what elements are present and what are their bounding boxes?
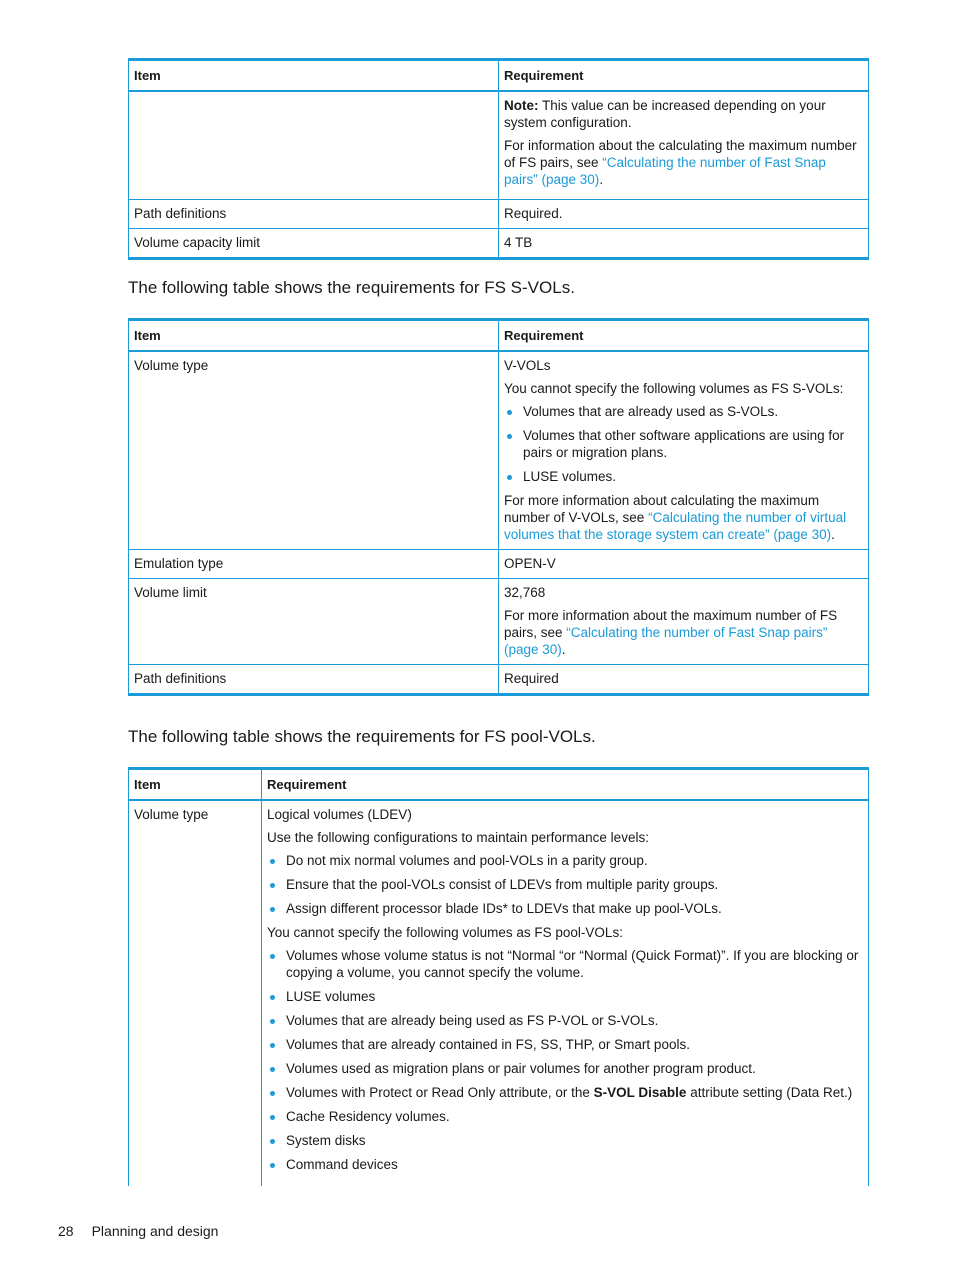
more-info-text: For more information about calculating the maximum number of V-VOLs, see: [504, 493, 820, 525]
requirement-cell: [499, 91, 869, 200]
p-vol-requirements-table-continued: [128, 58, 869, 260]
requirement-cell: OPEN-V: [499, 550, 869, 579]
column-header-item: Item: [129, 320, 499, 352]
virtual-volumes-link[interactable]: “Calculating the number of virtual volumes that the storage system can create” (page 30): [504, 510, 847, 542]
table-header-row: [129, 60, 869, 92]
more-info-paragraph: [504, 492, 863, 543]
more-info-text-end: .: [561, 642, 566, 657]
performance-intro: Use the following configurations to maintain performance levels:: [267, 830, 649, 845]
requirement-cell: Required.: [499, 200, 869, 229]
table-row: [129, 91, 869, 200]
list-item: Cache Residency volumes.: [267, 1108, 863, 1125]
more-info-text-end: .: [831, 527, 835, 542]
column-header-item: Item: [129, 60, 499, 92]
more-info-text: For more information about the maximum number of FS pairs, see: [504, 608, 838, 640]
s-vol-requirements-table: [128, 318, 869, 696]
more-info-paragraph: [504, 607, 863, 658]
item-cell: Emulation type: [129, 550, 499, 579]
item-cell: Volume limit: [129, 579, 499, 665]
requirement-cell: [499, 351, 869, 550]
list-item: Volumes used as migration plans or pair volumes for another program product.: [267, 1060, 863, 1077]
item-cell: Volume capacity limit: [129, 229, 499, 259]
table-row: [129, 200, 869, 229]
item-cell: Path definitions: [129, 665, 499, 695]
item-cell: Volume type: [129, 800, 262, 1186]
list-item: LUSE volumes.: [504, 468, 863, 485]
excluded-volumes-list: [267, 947, 863, 1173]
s-vol-intro-text: The following table shows the requirements for FS S-VOLs.: [128, 278, 575, 297]
table-header-row: [129, 320, 869, 352]
volume-type-value: Logical volumes (LDEV): [267, 807, 412, 822]
pool-vol-intro-text: The following table shows the requirements for FS pool-VOLs.: [128, 727, 596, 746]
protect-text: Volumes with Protect or Read Only attribute, or the: [286, 1085, 594, 1100]
fast-snap-pairs-link[interactable]: “Calculating the number of Fast Snap pairs” (page 30): [504, 155, 826, 187]
cannot-specify-text: You cannot specify the following volumes as FS pool-VOLs:: [267, 925, 623, 940]
table-row: [129, 800, 869, 1186]
fast-snap-pairs-link[interactable]: “Calculating the number of Fast Snap pairs” (page 30): [504, 625, 828, 657]
page-number: 28: [58, 1223, 74, 1239]
column-header-item: Item: [129, 769, 262, 801]
list-item: Ensure that the pool-VOLs consist of LDEVs from multiple parity groups.: [267, 876, 863, 893]
cannot-specify-text: You cannot specify the following volumes as FS S-VOLs:: [504, 381, 844, 396]
list-item: Command devices: [267, 1156, 863, 1173]
requirement-cell: [499, 579, 869, 665]
protect-text-end: attribute setting (Data Ret.): [686, 1085, 853, 1100]
column-header-requirement: Requirement: [262, 769, 869, 801]
info-paragraph: [504, 137, 863, 188]
performance-list: [267, 852, 863, 917]
note-text: This value can be increased depending on your system configuration.: [504, 98, 826, 130]
table-row: [129, 351, 869, 550]
table-row: [129, 229, 869, 259]
item-cell: [129, 91, 499, 200]
s-vol-disable-label: S-VOL Disable: [593, 1085, 687, 1100]
item-cell: Path definitions: [129, 200, 499, 229]
list-item: System disks: [267, 1132, 863, 1149]
requirement-cell: 4 TB: [499, 229, 869, 259]
column-header-requirement: Requirement: [499, 60, 869, 92]
item-cell: Volume type: [129, 351, 499, 550]
footer-section-title: Planning and design: [91, 1223, 219, 1239]
pool-vol-requirements-table: [128, 767, 869, 1186]
volume-limit-value: 32,768: [504, 585, 546, 600]
volume-type-value: V-VOLs: [504, 358, 551, 373]
list-item: [267, 1084, 863, 1101]
list-item: Volumes that other software applications are using for pairs or migration plans.: [504, 427, 863, 461]
list-item: Volumes that are already used as S-VOLs.: [504, 403, 863, 420]
requirement-cell: Required: [499, 665, 869, 695]
list-item: Assign different processor blade IDs* to LDEVs that make up pool-VOLs.: [267, 900, 863, 917]
list-item: Volumes that are already contained in FS, SS, THP, or Smart pools.: [267, 1036, 863, 1053]
info-text: For information about the calculating the maximum number of FS pairs, see: [504, 138, 857, 170]
list-item: Volumes whose volume status is not “Normal “or “Normal (Quick Format)”. If you are blocking or copying a volume, you cannot specify the volume.: [267, 947, 863, 981]
list-item: LUSE volumes: [267, 988, 863, 1005]
excluded-volumes-list: [504, 403, 863, 485]
table-row: [129, 550, 869, 579]
list-item: Do not mix normal volumes and pool-VOLs in a parity group.: [267, 852, 863, 869]
table-row: [129, 665, 869, 695]
column-header-requirement: Requirement: [499, 320, 869, 352]
note-label: Note:: [504, 98, 539, 113]
note-paragraph: [504, 97, 863, 131]
list-item: Volumes that are already being used as FS P-VOL or S-VOLs.: [267, 1012, 863, 1029]
table-header-row: [129, 769, 869, 801]
requirement-cell: [262, 800, 869, 1186]
table-row: [129, 579, 869, 665]
page-footer: [58, 1223, 218, 1239]
info-text-end: .: [599, 172, 604, 187]
